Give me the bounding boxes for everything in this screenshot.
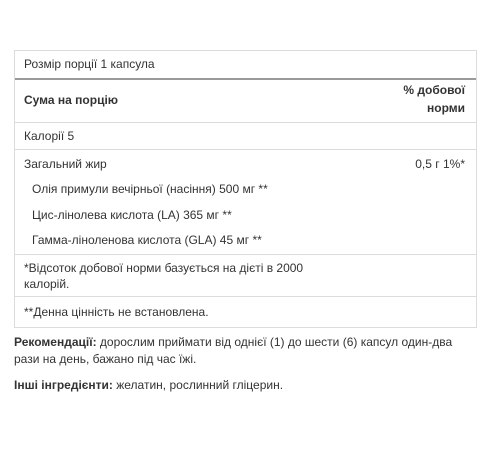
other-ingredients-label: Інші інгредієнти:: [14, 378, 113, 392]
footnote-daily-value-line2: калорій.: [24, 277, 70, 291]
recommendations-text-line1: дорослим приймати від однієї (1) до шести (6) капсул один-два: [96, 335, 453, 349]
sub-item-la: Цис-лінолева кислота (LA) 365 мг **: [32, 208, 232, 222]
other-ingredients-block: [14, 377, 484, 394]
daily-value-header-line2: норми: [426, 101, 465, 115]
daily-value-header-line1: % добової: [403, 83, 465, 97]
divider-calories: [15, 122, 476, 123]
other-ingredients-text: желатин, рослинний гліцерин.: [112, 378, 284, 392]
recommendations-text-line2: рази на день, бажано під час їжі.: [14, 352, 197, 366]
sub-item-evening-primrose: Олія примули вечірньої (насіння) 500 мг **: [32, 182, 268, 196]
total-fat-value: 0,5 г 1%*: [415, 157, 465, 171]
recommendations-label: Рекомендації:: [14, 335, 97, 349]
recommendations-block: [14, 334, 484, 368]
footnote-daily-value-line1: *Відсоток добової норми базується на дієті в 2000: [24, 261, 304, 275]
header-divider: [15, 78, 476, 80]
calories-row: Калорії 5: [24, 129, 75, 143]
amount-per-serving-header: Сума на порцію: [24, 93, 119, 107]
serving-size: Розмір порції 1 капсула: [24, 57, 155, 71]
sub-item-gla: Гамма-ліноленова кислота (GLA) 45 мг **: [32, 233, 262, 247]
footnote-not-established: **Денна цінність не встановлена.: [24, 305, 209, 319]
divider-footnote2: [15, 296, 476, 297]
divider-footnotes: [15, 254, 476, 255]
supplement-facts-panel: [14, 50, 477, 328]
divider-fat: [15, 149, 476, 150]
total-fat-label: Загальний жир: [24, 157, 107, 171]
